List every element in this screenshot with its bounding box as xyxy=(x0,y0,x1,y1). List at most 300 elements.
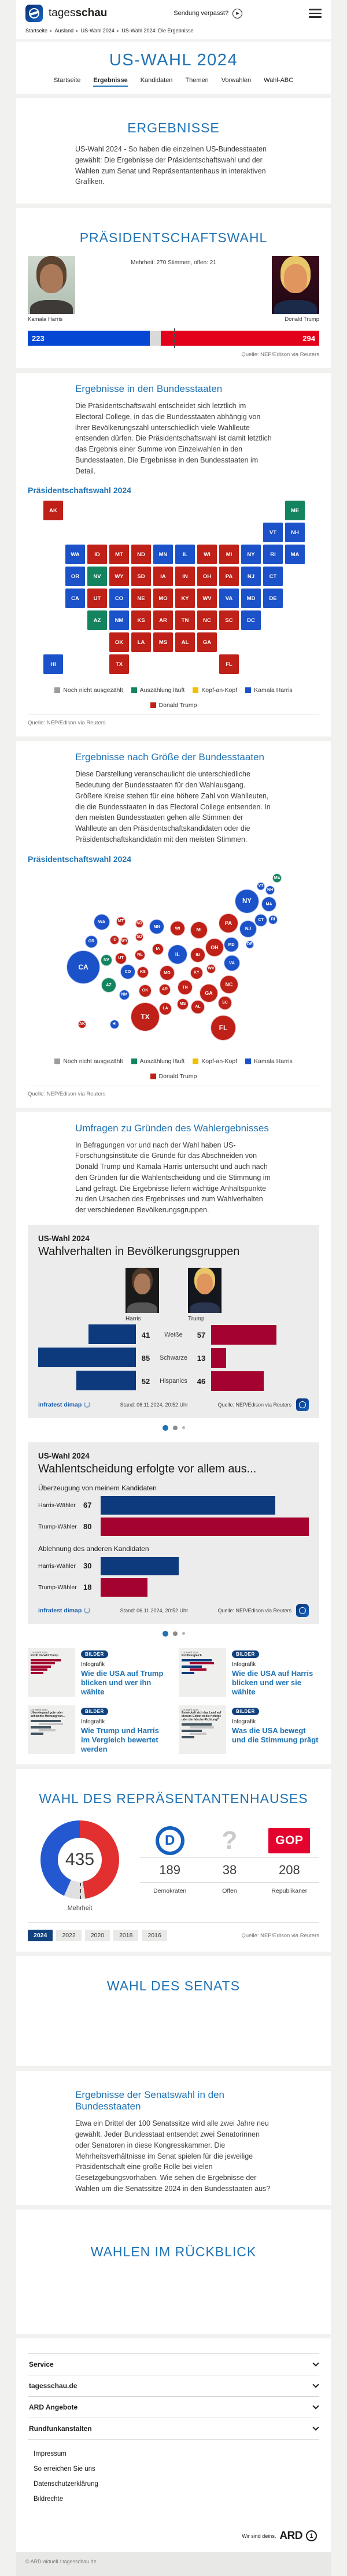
tagesschau-mini-icon-2 xyxy=(296,1604,309,1617)
year-button-2016[interactable]: 2016 xyxy=(142,1930,167,1941)
state-tile-IL[interactable]: IL xyxy=(175,545,195,564)
state-bubble-OR[interactable]: OR xyxy=(85,935,98,948)
state-bubble-AR[interactable]: AR xyxy=(159,984,171,995)
state-map-card xyxy=(16,373,331,736)
voter-value: 80 xyxy=(83,1522,92,1531)
party-name: Republikaner xyxy=(271,1887,308,1895)
tagesschau-logo-icon[interactable] xyxy=(25,5,43,22)
thumb-mini-chart xyxy=(182,1659,223,1674)
footer-link[interactable]: So erreichen Sie uns xyxy=(34,2465,95,2473)
carousel-dots[interactable] xyxy=(28,1418,319,1433)
teaser-thumbnail[interactable] xyxy=(28,1705,75,1754)
footer-accordion-service[interactable] xyxy=(28,2353,319,2375)
ig2-kicker: US-Wahl 2024 xyxy=(38,1451,90,1460)
map-legend xyxy=(28,687,319,709)
decision-bar xyxy=(101,1557,179,1575)
tab-vorwahlen[interactable]: Vorwahlen xyxy=(221,77,252,84)
state-bubble-IA[interactable]: IA xyxy=(152,943,164,955)
year-button-2018[interactable]: 2018 xyxy=(113,1930,138,1941)
state-bubble-WV[interactable]: WV xyxy=(206,964,216,974)
accordion-label: ARD Angebote xyxy=(29,2403,78,2411)
chevron-down-icon xyxy=(312,2403,319,2409)
teaser-text xyxy=(81,1648,168,1697)
state-bubble-MO[interactable]: MO xyxy=(160,965,175,980)
infratest-dimap-logo: infratest dimap xyxy=(38,1401,90,1408)
state-tile-MD[interactable]: MD xyxy=(241,589,261,608)
state-tile-NJ[interactable]: NJ xyxy=(241,567,261,586)
state-tile-WV[interactable]: WV xyxy=(197,589,217,608)
decision-row xyxy=(38,1556,309,1576)
state-bubble-KY[interactable]: KY xyxy=(190,967,203,979)
bubble-map-card xyxy=(16,741,331,1107)
harris-thumb-photo xyxy=(125,1268,159,1313)
house-total: 435 xyxy=(65,1850,95,1870)
state-tile-IN[interactable]: IN xyxy=(175,567,195,586)
legend-item xyxy=(193,1058,237,1065)
harris-value: 52 xyxy=(141,1376,150,1386)
harris-bar-cell xyxy=(38,1348,136,1369)
state-bubble-IL[interactable]: IL xyxy=(168,945,187,964)
legend-label: Auszählung läuft xyxy=(139,1057,185,1065)
thumb-title: Profil Donald Trump xyxy=(31,1653,58,1657)
copyright-bar: © ARD-aktuell / tagesschau.de xyxy=(16,2552,331,2576)
state-bubble-AZ[interactable]: AZ xyxy=(101,978,116,993)
state-bubble-VA[interactable]: VA xyxy=(224,955,240,971)
hamburger-menu-icon[interactable] xyxy=(309,9,322,18)
state-tile-AZ[interactable]: AZ xyxy=(87,610,107,630)
party-seats: 189 xyxy=(140,1857,200,1883)
state-tile-LA[interactable]: LA xyxy=(131,632,151,652)
thumb-mini-chart xyxy=(31,1720,72,1735)
state-tile-HI[interactable]: HI xyxy=(43,654,63,674)
year-button-2020[interactable]: 2020 xyxy=(85,1930,110,1941)
state-bubble-RI[interactable]: RI xyxy=(268,915,278,924)
accordion-label: Rundfunkanstalten xyxy=(29,2424,92,2433)
teaser-grid xyxy=(28,1648,319,1755)
state-tile-NY[interactable]: NY xyxy=(241,545,261,564)
teaser-text xyxy=(232,1648,319,1697)
harris-caption: Kamala Harris xyxy=(28,316,63,323)
voter-label: Harris-Wähler xyxy=(38,1501,76,1509)
voter-value: 18 xyxy=(83,1583,92,1592)
teaser-thumbnail[interactable] xyxy=(28,1648,75,1697)
teaser-kicker: Infografik xyxy=(232,1661,256,1668)
teaser-kicker: Infografik xyxy=(81,1661,105,1668)
bar-cell xyxy=(101,1578,309,1597)
dot-active-2[interactable] xyxy=(163,1631,168,1637)
party-logo-cell xyxy=(260,1824,319,1857)
legend-label: Kamala Harris xyxy=(254,1057,293,1065)
state-bubble-OH[interactable]: OH xyxy=(205,938,224,957)
infographic-demographics xyxy=(28,1225,319,1418)
size-section-title: Ergebnisse nach Größe der Bundesstaaten xyxy=(75,752,264,763)
year-button-2024[interactable]: 2024 xyxy=(28,1930,53,1941)
harris-value: 41 xyxy=(141,1330,150,1339)
decision-bar xyxy=(101,1578,147,1597)
legend-swatch xyxy=(54,687,60,693)
state-tile-WA[interactable]: WA xyxy=(65,545,85,564)
legend-label: Kamala Harris xyxy=(254,687,293,694)
state-tile-AK[interactable]: AK xyxy=(43,501,63,520)
accordion-label: tagesschau.de xyxy=(29,2381,77,2390)
legend-label: Kopf-an-Kopf xyxy=(201,687,238,694)
retrospect-title: WAHLEN IM RÜCKBLICK xyxy=(90,2244,257,2259)
state-bubble-WA[interactable]: WA xyxy=(94,914,110,930)
state-bubble-MT[interactable]: MT xyxy=(116,917,125,926)
state-tile-FL[interactable]: FL xyxy=(219,654,239,674)
ig1-title: Wahlverhalten in Bevölkerungsgruppen xyxy=(38,1245,240,1258)
sendung-verpasst-link[interactable]: Sendung verpasst? xyxy=(174,10,229,17)
state-tile-CA[interactable]: CA xyxy=(65,589,85,608)
state-tile-OK[interactable]: OK xyxy=(109,632,129,652)
decision-row xyxy=(38,1496,309,1515)
decision-bar xyxy=(101,1518,309,1536)
bubble-legend xyxy=(28,1058,319,1080)
state-bubble-LA[interactable]: LA xyxy=(159,1002,172,1015)
state-bubble-ID[interactable]: ID xyxy=(110,935,119,945)
thumb-mini-chart xyxy=(182,1723,223,1738)
legend-item xyxy=(54,1058,123,1065)
state-tile-NC[interactable]: NC xyxy=(197,610,217,630)
state-bubble-NH[interactable]: NH xyxy=(265,886,275,895)
teaser-title-link[interactable]: Wie die USA auf Harris blicken und wer sie wählte xyxy=(232,1668,313,1697)
senate-title: WAHL DES SENATS xyxy=(106,1978,241,1994)
breadcrumb-item[interactable]: Startseite xyxy=(25,28,48,34)
state-bubble-WY[interactable]: WY xyxy=(120,937,128,945)
state-tile-CO[interactable]: CO xyxy=(109,589,129,608)
teaser-kicker: Infografik xyxy=(232,1718,256,1725)
state-bubble-PA[interactable]: PA xyxy=(219,913,238,933)
tab-themen[interactable]: Themen xyxy=(185,77,209,84)
state-tile-NE[interactable]: NE xyxy=(131,589,151,608)
state-bubble-SC[interactable]: SC xyxy=(218,996,232,1010)
state-bubble-TX[interactable]: TX xyxy=(131,1002,160,1031)
state-bubble-CT[interactable]: CT xyxy=(254,914,267,927)
group-label: Hispanics xyxy=(160,1378,187,1385)
state-tile-MO[interactable]: MO xyxy=(153,589,173,608)
state-tile-CT[interactable]: CT xyxy=(263,567,283,586)
state-bubble-UT[interactable]: UT xyxy=(115,953,127,964)
header xyxy=(16,0,331,27)
accordion-label: Service xyxy=(29,2360,54,2368)
teaser-title-link[interactable]: Was die USA bewegt und die Stimmung prägt xyxy=(232,1726,319,1744)
state-bubble-MD[interactable]: MD xyxy=(224,937,239,952)
state-bubble-OK[interactable]: OK xyxy=(139,984,152,997)
legend-item xyxy=(245,687,293,694)
demographics-row xyxy=(38,1348,309,1368)
decision-row xyxy=(38,1578,309,1597)
states-section-title: Ergebnisse in den Bundesstaaten xyxy=(75,383,223,394)
harris-bar xyxy=(76,1371,136,1390)
trump-thumb-photo xyxy=(188,1268,222,1313)
ig1-stand: Stand: 06.11.2024, 20:52 Uhr xyxy=(120,1401,189,1408)
state-bubble-WI[interactable]: WI xyxy=(170,921,185,936)
state-bubble-VT[interactable]: VT xyxy=(257,882,265,890)
legend-swatch xyxy=(131,687,137,693)
decision-bar xyxy=(101,1496,275,1515)
state-tile-PA[interactable]: PA xyxy=(219,567,239,586)
group-label: Weiße xyxy=(164,1331,183,1339)
breadcrumb-item: US-Wahl 2024: Die Ergebnisse xyxy=(121,28,194,34)
bar-cell xyxy=(101,1518,309,1536)
state-tile-TX[interactable]: TX xyxy=(109,654,129,674)
surveys-text: In Befragungen vor und nach der Wahl haben US-Forschungsinstitute die Gründe für das Abschneiden von Donald Trump und Kamala Harris untersucht und auch nach den Gründen für die Wahlentscheidung und die Stimmung im Land gefragt. Die Ergebnisse liefern wichtige Anhaltspunkte zu den Ursachen des Ergebnisses und zum Wahlverhalten der verschiedenen Bevölkerungsgruppen. xyxy=(75,1141,271,1214)
state-tile-DE[interactable]: DE xyxy=(263,589,283,608)
legend-item xyxy=(150,702,197,709)
tab-ergebnisse[interactable]: Ergebnisse xyxy=(93,77,127,87)
democrats-logo: D xyxy=(156,1826,184,1855)
teaser-item xyxy=(179,1648,319,1697)
dot-2b[interactable] xyxy=(173,1631,178,1636)
teaser-text xyxy=(81,1705,168,1755)
state-tile-AL[interactable]: AL xyxy=(175,632,195,652)
thumb-title: Entwickelt sich das Land auf diesem Gebiet in die richtige oder die falsche Richtung? xyxy=(182,1711,222,1722)
state-bubble-ND[interactable]: ND xyxy=(135,920,143,928)
demographics-bars xyxy=(38,1324,309,1391)
state-bubble-MA[interactable]: MA xyxy=(261,897,276,912)
harris-bar xyxy=(38,1348,136,1367)
house-card xyxy=(16,1769,331,1952)
state-tile-KS[interactable]: KS xyxy=(131,610,151,630)
teaser-thumbnail[interactable] xyxy=(179,1648,226,1697)
harris-bar: 223 xyxy=(28,331,150,346)
footer-link[interactable]: Impressum xyxy=(34,2450,67,2457)
harris-value: 85 xyxy=(141,1353,150,1363)
donald-trump-photo xyxy=(272,256,319,314)
tagesschau-mini-icon xyxy=(296,1398,309,1411)
state-tile-TN[interactable]: TN xyxy=(175,610,195,630)
state-tile-OH[interactable]: OH xyxy=(197,567,217,586)
footer-accordion-ardangebote[interactable] xyxy=(28,2396,319,2418)
footer-accordion-tagesschaude[interactable] xyxy=(28,2375,319,2396)
voter-value: 30 xyxy=(83,1561,92,1571)
state-bubble-NC[interactable]: NC xyxy=(220,975,238,994)
teaser-item xyxy=(28,1648,168,1697)
intro-card xyxy=(16,98,331,203)
state-bubble-TN[interactable]: TN xyxy=(178,980,193,995)
legend-swatch xyxy=(54,1058,60,1064)
legend-item xyxy=(245,1058,293,1065)
teaser-kicker: Infografik xyxy=(81,1718,105,1725)
legend-swatch xyxy=(193,687,198,693)
state-tile-DC[interactable]: DC xyxy=(241,610,261,630)
year-button-2022[interactable]: 2022 xyxy=(56,1930,81,1941)
state-tile-ND[interactable]: ND xyxy=(131,545,151,564)
surveys-card xyxy=(16,1112,331,1765)
tab-wahl-abc[interactable]: Wahl-ABC xyxy=(264,77,294,84)
state-bubble-NJ[interactable]: NJ xyxy=(239,920,257,938)
state-tile-NM[interactable]: NM xyxy=(109,610,129,630)
us-states-bubble-map xyxy=(39,869,319,1050)
teaser-title-link[interactable]: Wie Trump und Harris im Vergleich bewertet werden xyxy=(81,1726,159,1753)
trump-bar-cell xyxy=(211,1325,309,1345)
state-bubble-NE[interactable]: NE xyxy=(135,950,145,960)
year-buttons xyxy=(28,1930,171,1941)
breadcrumb-item[interactable]: US-Wahl 2024 xyxy=(80,28,115,34)
ig2-title: Wahlentscheidung erfolgte vor allem aus... xyxy=(38,1462,257,1475)
state-tile-RI[interactable]: RI xyxy=(263,545,283,564)
thumb-mini-chart xyxy=(31,1659,72,1674)
teaser-thumbnail[interactable] xyxy=(179,1705,226,1754)
state-bubble-HI[interactable]: HI xyxy=(110,1020,119,1029)
state-tile-NH[interactable]: NH xyxy=(285,523,305,542)
bilder-badge: BILDER xyxy=(81,1708,108,1715)
ig1-source: Quelle: NEP/Edison via Reuters xyxy=(217,1401,291,1408)
dot-active[interactable] xyxy=(163,1425,168,1431)
harris-bar-cell xyxy=(38,1371,136,1392)
state-tile-MI[interactable]: MI xyxy=(219,545,239,564)
decision-group-title: Überzeugung von meinem Kandidaten xyxy=(38,1483,157,1492)
kamala-harris-photo xyxy=(28,256,75,314)
house-source: Quelle: NEP/Edison via Reuters xyxy=(241,1932,319,1939)
footer-link[interactable]: Bildrechte xyxy=(34,2495,64,2503)
state-tile-ID[interactable]: ID xyxy=(87,545,107,564)
state-bubble-MN[interactable]: MN xyxy=(149,919,164,934)
party-name: Offen xyxy=(222,1887,237,1895)
trump-value: 46 xyxy=(197,1376,206,1386)
legend-item xyxy=(131,687,185,694)
demographics-row xyxy=(38,1371,309,1391)
trump-bar: 294 xyxy=(161,331,319,346)
state-tile-VA[interactable]: VA xyxy=(219,589,239,608)
retrospect-card xyxy=(16,2209,331,2334)
infratest-dimap-logo-2: infratest dimap xyxy=(38,1607,90,1614)
legend-label: Donald Trump xyxy=(158,1072,197,1080)
state-bubble-CA[interactable]: CA xyxy=(67,950,100,984)
tagesschau-wordmark[interactable]: tagesschau xyxy=(49,7,108,19)
state-tile-AR[interactable]: AR xyxy=(153,610,173,630)
legend-swatch xyxy=(150,1074,156,1079)
senate-states-title: Ergebnisse der Senatswahl in den Bundesstaaten xyxy=(75,2089,224,2112)
voter-label: Trump-Wähler xyxy=(38,1523,77,1530)
voter-label: Harris-Wähler xyxy=(38,1562,76,1570)
states-section-text: Die Präsidentschaftswahl entscheidet sich letztlich im Electoral College, in das die Bundesstaaten abhängig von ihrer Bevölkerungszahl unterschiedlich viele Wahlleute entsenden dürfen. Die Präsidentschaftswahl ist damit letztlich das Ergebnis einer Summe von Einzelwahlen in den Bundesstaaten. Die Ergebnisse in den Bundesstaaten im Detail. xyxy=(75,402,272,475)
teaser-text xyxy=(232,1705,319,1755)
tab-kandidaten[interactable]: Kandidaten xyxy=(140,77,173,84)
thumb-kicker: US-Wahl 2024 xyxy=(31,1650,48,1654)
group-label: Schwarze xyxy=(159,1354,188,1362)
trump-bar-cell xyxy=(211,1348,309,1368)
dot-2[interactable] xyxy=(173,1426,178,1430)
state-tile-KY[interactable]: KY xyxy=(175,589,195,608)
breadcrumb xyxy=(16,27,331,39)
trump-bar-cell xyxy=(211,1371,309,1391)
play-icon[interactable]: ▶ xyxy=(232,9,242,18)
party-logo-cell xyxy=(140,1824,200,1857)
state-tile-WY[interactable]: WY xyxy=(109,567,129,586)
state-bubble-FL[interactable]: FL xyxy=(211,1015,236,1041)
thumb-title: Profilvergleich xyxy=(182,1653,202,1657)
state-tile-UT[interactable]: UT xyxy=(87,589,107,608)
legend-label: Kopf-an-Kopf xyxy=(201,1057,238,1065)
legend-label: Noch nicht ausgezählt xyxy=(63,687,123,694)
breadcrumb-item[interactable]: Ausland xyxy=(54,28,74,34)
state-tile-ME[interactable]: ME xyxy=(285,501,305,520)
footer-accordion-rundfunkanstalten[interactable] xyxy=(28,2418,319,2439)
carousel-dots-2[interactable] xyxy=(28,1624,319,1639)
map-source: Quelle: NEP/Edison via Reuters xyxy=(28,720,106,727)
us-states-map xyxy=(28,501,319,679)
bubble-chart-title: Präsidentschaftswahl 2024 xyxy=(28,854,131,864)
state-bubble-CO[interactable]: CO xyxy=(120,964,135,979)
tab-startseite[interactable]: Startseite xyxy=(53,77,81,84)
state-tile-MS[interactable]: MS xyxy=(153,632,173,652)
breadcrumb-separator-icon: ▸ xyxy=(50,28,53,34)
party-table xyxy=(140,1824,319,1894)
breadcrumb-separator-icon: ▸ xyxy=(76,28,79,34)
bubble-source: Quelle: NEP/Edison via Reuters xyxy=(28,1090,106,1097)
state-bubble-AK[interactable]: AK xyxy=(78,1020,86,1028)
state-bubble-MI[interactable]: MI xyxy=(190,921,208,939)
state-bubble-GA[interactable]: GA xyxy=(200,984,218,1002)
legend-item xyxy=(131,1058,185,1065)
section-tabs xyxy=(16,77,331,94)
state-tile-VT[interactable]: VT xyxy=(263,523,283,542)
ig2-stand: Stand: 06.11.2024, 20:52 Uhr xyxy=(120,1607,189,1613)
house-donut-chart xyxy=(40,1820,119,1899)
president-card xyxy=(16,208,331,368)
state-bubble-NY[interactable]: NY xyxy=(235,889,259,913)
state-tile-GA[interactable]: GA xyxy=(197,632,217,652)
teaser-title-link[interactable]: Wie die USA auf Trump blicken und wer ihn wählte xyxy=(81,1668,164,1697)
state-bubble-SD[interactable]: SD xyxy=(135,933,143,941)
legend-label: Noch nicht ausgezählt xyxy=(63,1057,123,1065)
majority-270-marker xyxy=(174,328,175,348)
trump-caption: Donald Trump xyxy=(285,316,319,323)
trump-value: 13 xyxy=(197,1353,206,1363)
state-tile-NV[interactable]: NV xyxy=(87,567,107,586)
state-bubble-ME[interactable]: ME xyxy=(272,874,282,883)
state-bubble-MS[interactable]: MS xyxy=(177,998,189,1010)
legend-swatch xyxy=(245,687,251,693)
harris-bar-cell xyxy=(38,1324,136,1346)
state-bubble-NV[interactable]: NV xyxy=(101,954,112,966)
dot-3[interactable] xyxy=(182,1426,185,1429)
thumb-kicker: US-Wahl 2024 xyxy=(182,1650,199,1654)
bilder-badge: BILDER xyxy=(81,1650,108,1658)
state-bubble-AL[interactable]: AL xyxy=(191,1000,205,1014)
senate-card xyxy=(16,1956,331,2066)
trump-bar xyxy=(211,1325,276,1345)
map-chart-title: Präsidentschaftswahl 2024 xyxy=(28,486,131,495)
state-tile-MT[interactable]: MT xyxy=(109,545,129,564)
state-tile-MN[interactable]: MN xyxy=(153,545,173,564)
state-tile-WI[interactable]: WI xyxy=(197,545,217,564)
state-bubble-IN[interactable]: IN xyxy=(190,948,205,963)
trump-bar xyxy=(211,1348,226,1368)
dot-3b[interactable] xyxy=(182,1632,185,1635)
state-tile-SC[interactable]: SC xyxy=(219,610,239,630)
senate-states-card xyxy=(16,2071,331,2204)
state-bubble-KS[interactable]: KS xyxy=(137,967,149,978)
voter-label: Trump-Wähler xyxy=(38,1583,77,1591)
intro-text: US-Wahl 2024 - So haben die einzelnen US-Bundesstaaten gewählt: Die Ergebnisse der Präsidentschaftswahl und der Wahlen zum Senat und Repräsentantenhaus in interaktiven Grafiken. xyxy=(75,145,267,186)
gop-logo: GOP xyxy=(268,1828,310,1853)
infographic-decision xyxy=(28,1442,319,1624)
footer-link[interactable]: Datenschutzerklärung xyxy=(34,2480,98,2488)
size-section-text: Diese Darstellung veranschaulicht die unterschiedliche Bedeutung der Bundesstaaten für den Wahlausgang. Größere Kreise stehen für eine höhere Zahl von Wahlleuten, die die Bundesstaaten in das Electoral College entsenden. In den meisten Bundesstaaten gehen alle Stimmen der Wahlleute an den Präsidentschaftskandidaten oder die Präsidentschaftskandidatin mit den meisten Stimmen. xyxy=(75,770,271,843)
open-question-icon: ? xyxy=(222,1826,238,1855)
state-bubble-NM[interactable]: NM xyxy=(119,990,130,1000)
page-title: US-WAHL 2024 xyxy=(109,51,238,69)
footer-accordions xyxy=(28,2353,319,2439)
page-shell xyxy=(16,0,331,2576)
state-tile-SD[interactable]: SD xyxy=(131,567,151,586)
state-tile-MA[interactable]: MA xyxy=(285,545,305,564)
state-tile-IA[interactable]: IA xyxy=(153,567,173,586)
state-bubble-DE[interactable]: DE xyxy=(246,941,254,949)
state-tile-OR[interactable]: OR xyxy=(65,567,85,586)
